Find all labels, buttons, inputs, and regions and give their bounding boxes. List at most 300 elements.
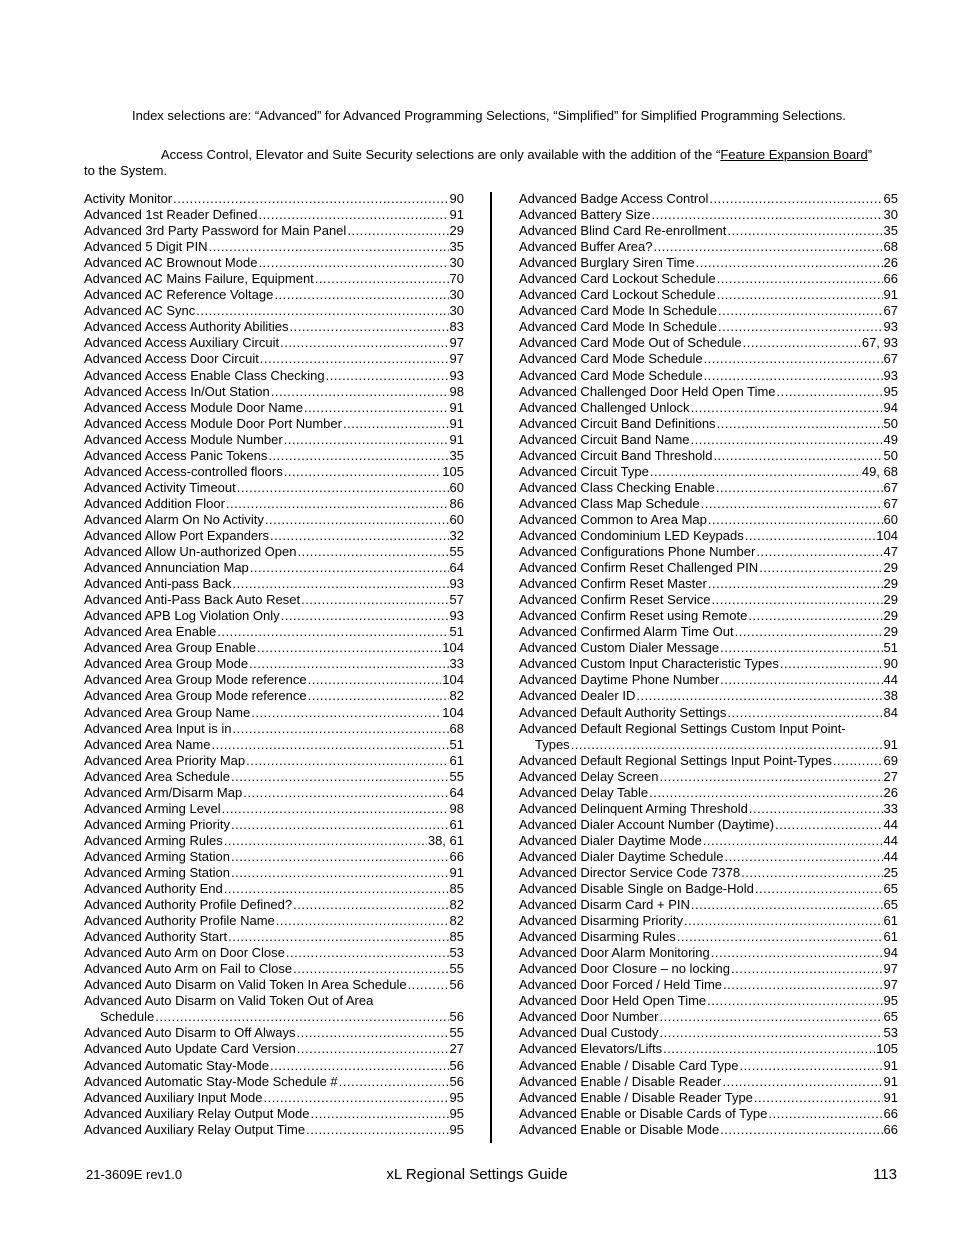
index-entry [84,576,464,592]
index-entry [519,1025,898,1041]
index-term: Advanced Class Map Schedule [519,495,700,511]
leader-dots [222,801,449,817]
index-page-ref[interactable]: 57 [449,592,464,608]
index-page-ref[interactable]: 82 [449,688,464,704]
index-page-ref[interactable]: 97 [883,961,898,977]
leader-dots [237,480,449,496]
leader-dots [749,801,883,817]
index-entry [519,1090,898,1106]
index-page-ref[interactable]: 66 [883,271,898,287]
index-entry [519,544,898,560]
leader-dots [652,207,883,223]
index-page-ref[interactable]: 104 [442,672,464,688]
leader-dots [717,271,883,287]
index-page-ref[interactable]: 91 [449,431,464,447]
index-page-ref[interactable]: 95 [883,993,898,1009]
index-term: Advanced Configurations Phone Number [519,544,756,560]
index-page-ref[interactable]: 105 [876,1041,898,1057]
index-page-ref[interactable]: 56 [449,1073,464,1089]
leader-dots [304,400,449,416]
leader-dots [650,464,861,480]
index-page-ref[interactable]: 67 [883,351,898,367]
index-entry [519,1058,898,1074]
index-page-ref[interactable]: 55 [449,544,464,560]
index-page-ref[interactable]: 29 [883,576,898,592]
index-page-ref[interactable]: 27 [883,768,898,784]
leader-dots [296,1025,448,1041]
leader-dots [731,961,883,977]
index-term: Advanced Area Input is in [84,720,232,736]
index-entry [519,1122,898,1138]
index-entry [84,287,464,303]
index-page-ref[interactable]: 50 [883,447,898,463]
index-page-ref[interactable]: 82 [449,897,464,913]
index-page-ref[interactable]: 55 [449,961,464,977]
index-page-ref[interactable]: 65 [883,897,898,913]
index-page-ref[interactable]: 26 [883,784,898,800]
index-page-ref[interactable]: 56 [449,1057,464,1073]
leader-dots [343,416,449,432]
leader-dots [717,416,883,432]
index-entry [519,576,898,592]
index-page-ref[interactable]: 90 [883,656,898,672]
index-page-ref[interactable]: 55 [449,768,464,784]
index-page-ref[interactable]: 65 [883,881,898,897]
leader-dots [284,432,449,448]
index-page-ref[interactable]: 93 [883,319,898,335]
index-term: Advanced Anti-Pass Back Auto Reset [84,592,301,608]
leader-dots [745,528,876,544]
leader-dots [704,351,883,367]
index-term: Advanced Addition Floor [84,495,225,511]
index-term: Advanced Door Closure – no locking [519,961,731,977]
index-term: Advanced Automatic Stay-Mode [84,1057,269,1073]
index-page-ref[interactable]: 97 [449,335,464,351]
index-page-ref[interactable]: 67 [883,479,898,495]
index-page-ref[interactable]: 105 [442,463,464,479]
index-page-ref[interactable]: 51 [883,640,898,656]
index-page-ref[interactable]: 65 [883,191,898,206]
intro-text-2-after: ” to the System. [84,147,873,178]
index-page-ref[interactable]: 98 [449,800,464,816]
leader-dots [775,817,882,833]
index-page-ref[interactable]: 93 [449,367,464,383]
index-entry [84,913,464,929]
index-entry [84,480,464,496]
index-term: Advanced Arming Station [84,864,230,880]
leader-dots [268,448,448,464]
index-entry [84,207,464,223]
index-page-ref[interactable]: 65 [883,1009,898,1025]
index-term: Advanced Default Regional Settings Input Point-Types [519,752,832,768]
index-page-ref[interactable]: 56 [449,977,464,993]
index-page-ref[interactable]: 97 [883,977,898,993]
index-entry [84,1041,464,1057]
index-term: Advanced Alarm On No Activity [84,511,264,527]
leader-dots [708,576,883,592]
index-entry [519,977,898,993]
leader-dots [708,512,883,528]
index-page-ref[interactable]: 85 [449,929,464,945]
index-page-ref[interactable]: 61 [883,929,898,945]
index-page-ref[interactable]: 91 [449,415,464,431]
leader-dots [243,785,448,801]
index-page-ref[interactable]: 26 [883,255,898,271]
index-term: Advanced 5 Digit PIN [84,239,208,255]
leader-dots [249,656,448,672]
index-entry [84,945,464,961]
index-entry [84,849,464,865]
index-entry [519,287,898,303]
index-page-ref[interactable]: 38, 61 [427,832,464,848]
index-entry [519,656,898,672]
leader-dots [326,368,449,384]
leader-dots [231,817,449,833]
index-page-ref[interactable]: 91 [883,1057,898,1073]
index-term: Advanced Access Enable Class Checking [84,367,325,383]
index-entry [84,464,464,480]
index-page-ref[interactable]: 91 [449,399,464,415]
index-entry [84,656,464,672]
leader-dots [276,913,449,929]
index-entry [84,672,464,688]
index-page-ref[interactable]: 51 [449,736,464,752]
index-page-ref[interactable]: 91 [883,736,898,752]
index-term: Advanced Automatic Stay-Mode Schedule # [84,1073,338,1089]
index-term: Advanced Arming Level [84,800,221,816]
index-page-ref[interactable]: 104 [442,640,464,656]
index-page-ref[interactable]: 66 [449,848,464,864]
index-term: Advanced Auxiliary Relay Output Mode [84,1105,310,1121]
index-page-ref[interactable]: 33 [449,656,464,672]
index-page-ref[interactable]: 69 [883,752,898,768]
index-term: Advanced Buffer Area? [519,239,653,255]
index-page-ref[interactable]: 91 [449,207,464,223]
index-entry [84,512,464,528]
index-page-ref[interactable]: 97 [449,351,464,367]
index-term: Advanced Authority Profile Defined? [84,897,293,913]
index-term: Advanced Access In/Out Station [84,383,270,399]
index-entry [84,977,464,993]
leader-dots [211,737,448,753]
index-term: Advanced Enable or Disable Cards of Type [519,1105,768,1121]
leader-dots [209,239,449,255]
index-page-ref[interactable]: 30 [449,303,464,319]
index-term: Advanced Custom Input Characteristic Types [519,656,779,672]
index-entry [84,319,464,335]
index-page-ref[interactable]: 94 [883,945,898,961]
index-entry [519,608,898,624]
leader-dots [293,897,448,913]
index-page-ref[interactable]: 38 [883,688,898,704]
index-page-ref[interactable]: 91 [449,864,464,880]
index-entry [84,705,464,721]
index-term: Advanced Blind Card Re-enrollment [519,223,727,239]
index-term: Advanced Allow Port Expanders [84,527,269,543]
index-term-continuation: Schedule [100,1009,155,1025]
index-page-ref[interactable]: 66 [883,1121,898,1137]
leader-dots [691,897,883,913]
index-page-ref[interactable]: 35 [883,223,898,239]
index-term: Advanced Auto Arm on Door Close [84,945,285,961]
index-entry [84,785,464,801]
index-page-ref[interactable]: 60 [449,511,464,527]
index-page-ref[interactable]: 27 [449,1041,464,1057]
leader-dots [649,785,882,801]
index-term: Advanced Auto Disarm on Valid Token Out of Area [84,993,374,1009]
index-entry [84,1090,464,1106]
index-page-ref[interactable]: 30 [449,255,464,271]
index-entry [519,1041,898,1057]
index-term: Advanced Class Checking Enable [519,479,715,495]
index-term: Advanced Daytime Phone Number [519,672,720,688]
index-term: Advanced Card Mode Out of Schedule [519,335,742,351]
index-term: Advanced Door Forced / Held Time [519,977,723,993]
index-entry [84,384,464,400]
index-entry [519,785,898,801]
leader-dots [306,1122,448,1138]
index-page-ref[interactable]: 64 [449,560,464,576]
index-entry [84,865,464,881]
index-entry [519,769,898,785]
index-entry [84,1058,464,1074]
index-page-ref[interactable]: 90 [449,191,464,206]
index-entry [519,512,898,528]
index-entry [519,432,898,448]
index-entry [519,368,898,384]
leader-dots [703,833,883,849]
index-page-ref[interactable]: 95 [449,1105,464,1121]
index-term: Advanced Elevators/Lifts [519,1041,663,1057]
index-page-ref[interactable]: 44 [883,816,898,832]
index-term: Advanced Area Group Enable [84,640,257,656]
index-term: Advanced Auxiliary Input Mode [84,1089,263,1105]
index-page-ref[interactable]: 44 [883,832,898,848]
leader-dots [741,865,882,881]
index-page-ref[interactable]: 84 [883,704,898,720]
leader-dots [228,929,448,945]
index-term: Advanced Area Group Mode reference [84,672,307,688]
index-term: Advanced APB Log Violation Only [84,608,280,624]
index-page-ref[interactable]: 49, 68 [861,463,898,479]
index-term: Advanced Card Mode In Schedule [519,319,718,335]
index-page-ref[interactable]: 104 [442,704,464,720]
index-term: Advanced Auto Disarm on Valid Token In Area Schedule [84,977,407,993]
index-page-ref[interactable]: 30 [449,287,464,303]
leader-dots [173,191,448,207]
index-page-ref[interactable]: 44 [883,848,898,864]
index-page-ref[interactable]: 85 [449,881,464,897]
index-entry [84,368,464,384]
leader-dots [833,753,883,769]
intro-paragraph-2 [84,147,884,179]
index-entry [519,528,898,544]
index-page-ref[interactable]: 29 [449,223,464,239]
leader-dots [709,191,882,207]
leader-dots [691,400,883,416]
leader-dots [251,705,441,721]
index-entry [519,351,898,367]
index-page-ref[interactable]: 91 [883,1089,898,1105]
leader-dots [315,271,449,287]
index-page-ref[interactable]: 67 [883,303,898,319]
index-entry [519,592,898,608]
index-page-ref[interactable]: 51 [449,624,464,640]
index-entry [84,303,464,319]
index-page-ref[interactable]: 44 [883,672,898,688]
index-page-ref[interactable]: 95 [449,1121,464,1137]
index-page-ref[interactable]: 70 [449,271,464,287]
index-page-ref[interactable]: 29 [883,592,898,608]
index-page-ref[interactable]: 104 [876,527,898,543]
index-page-ref[interactable]: 67, 93 [861,335,898,351]
index-page-ref[interactable]: 93 [449,608,464,624]
index-term: Advanced Enable or Disable Mode [519,1121,720,1137]
index-page-ref[interactable]: 49 [883,431,898,447]
index-term: Advanced Access Door Circuit [84,351,259,367]
index-term: Advanced Default Authority Settings [519,704,727,720]
index-term: Advanced Disable Single on Badge-Hold [519,881,754,897]
index-entry [84,255,464,271]
index-entry [84,817,464,833]
index-entry [519,464,898,480]
index-entry [84,223,464,239]
leader-dots [297,544,448,560]
index-term-continuation: Types [535,736,570,752]
index-term: Advanced Access Module Number [84,431,283,447]
index-entry [519,448,898,464]
index-page-ref[interactable]: 61 [883,913,898,929]
index-term: Advanced Burglary Siren Time [519,255,695,271]
index-page-ref[interactable]: 64 [449,784,464,800]
index-term: Advanced Default Regional Settings Custom Input Point- [519,720,846,736]
index-term: Advanced Circuit Band Threshold [519,447,713,463]
index-page-ref[interactable]: 61 [449,816,464,832]
index-page-ref[interactable]: 95 [883,383,898,399]
index-page-ref[interactable]: 50 [883,415,898,431]
leader-dots [720,640,882,656]
index-page-ref[interactable]: 29 [883,624,898,640]
index-page-ref[interactable]: 98 [449,383,464,399]
leader-dots [224,833,427,849]
index-term: Advanced Director Service Code 7378 [519,864,741,880]
leader-dots [308,688,449,704]
index-term: Advanced Enable / Disable Reader [519,1073,722,1089]
index-entry [84,1074,464,1090]
index-entry [519,640,898,656]
index-term: Advanced Delinquent Arming Threshold [519,800,748,816]
leader-dots [723,977,882,993]
index-page-ref[interactable]: 68 [449,720,464,736]
index-entry [519,319,898,335]
index-entry [519,865,898,881]
index-page-ref[interactable]: 35 [449,239,464,255]
index-entry [84,544,464,560]
index-page-ref[interactable]: 93 [449,576,464,592]
index-term: Advanced Access Auxiliary Circuit [84,335,280,351]
leader-dots [308,672,442,688]
leader-dots [301,592,448,608]
index-page-ref[interactable]: 95 [449,1089,464,1105]
leader-dots [231,769,449,785]
index-page-ref[interactable]: 33 [883,800,898,816]
index-term: Advanced Area Enable [84,624,217,640]
index-entry [84,769,464,785]
index-entry [519,271,898,287]
index-page-ref[interactable]: 60 [449,479,464,495]
index-page-ref[interactable]: 60 [883,511,898,527]
index-term: Advanced Card Mode In Schedule [519,303,718,319]
index-page-ref[interactable]: 30 [883,207,898,223]
leader-dots [270,528,449,544]
index-page-ref[interactable]: 35 [449,447,464,463]
index-entry [84,496,464,512]
index-page-ref[interactable]: 29 [883,608,898,624]
index-page-ref[interactable]: 47 [883,544,898,560]
index-entry [84,721,464,737]
index-term: Advanced Circuit Band Name [519,431,690,447]
index-term: Advanced Access Authority Abilities [84,319,289,335]
index-entry [84,592,464,608]
index-entry [519,961,898,977]
index-page-ref[interactable]: 83 [449,319,464,335]
index-entry [519,817,898,833]
index-page-ref[interactable]: 56 [449,1009,464,1025]
index-page-ref[interactable]: 91 [883,1073,898,1089]
leader-dots [226,496,449,512]
index-page-ref[interactable]: 93 [883,367,898,383]
index-page-ref[interactable]: 53 [449,945,464,961]
index-term: Advanced Activity Timeout [84,479,236,495]
index-page-ref[interactable]: 68 [883,239,898,255]
leader-dots [684,913,883,929]
leader-dots [232,721,448,737]
intro-text-2-before: Access Control, Elevator and Suite Security selections are only available with the addition of the “ [161,147,721,162]
index-page-ref[interactable]: 91 [883,287,898,303]
index-term: Advanced Circuit Type [519,463,649,479]
index-page-ref[interactable]: 94 [883,399,898,415]
index-entry [519,1074,898,1090]
index-term: Advanced Allow Un-authorized Open [84,544,297,560]
index-entry [84,528,464,544]
leader-dots [246,753,448,769]
index-page-ref[interactable]: 82 [449,913,464,929]
index-entry [519,1106,898,1122]
leader-dots [663,1041,875,1057]
footer-title: xL Regional Settings Guide [386,1166,568,1183]
index-entry [519,624,898,640]
index-page-ref[interactable]: 32 [449,527,464,543]
index-page-ref[interactable]: 86 [449,495,464,511]
index-page-ref[interactable]: 55 [449,1025,464,1041]
index-entry [84,929,464,945]
index-page-ref[interactable]: 29 [883,560,898,576]
index-page-ref[interactable]: 53 [883,1025,898,1041]
index-term: Advanced 1st Reader Defined [84,207,258,223]
leader-dots [701,496,883,512]
index-term: Advanced AC Reference Voltage [84,287,274,303]
feature-expansion-board-link[interactable]: Feature Expansion Board [720,147,868,162]
leader-dots [720,1122,882,1138]
index-entry [519,705,898,721]
index-page-ref[interactable]: 61 [449,752,464,768]
index-page-ref[interactable]: 25 [883,864,898,880]
index-page-ref[interactable]: 67 [883,495,898,511]
index-term: Advanced Disarm Card + PIN [519,897,690,913]
index-page-ref[interactable]: 66 [883,1105,898,1121]
index-term: Advanced AC Mains Failure, Equipment [84,271,314,287]
index-term: Advanced Card Lockout Schedule [519,287,716,303]
